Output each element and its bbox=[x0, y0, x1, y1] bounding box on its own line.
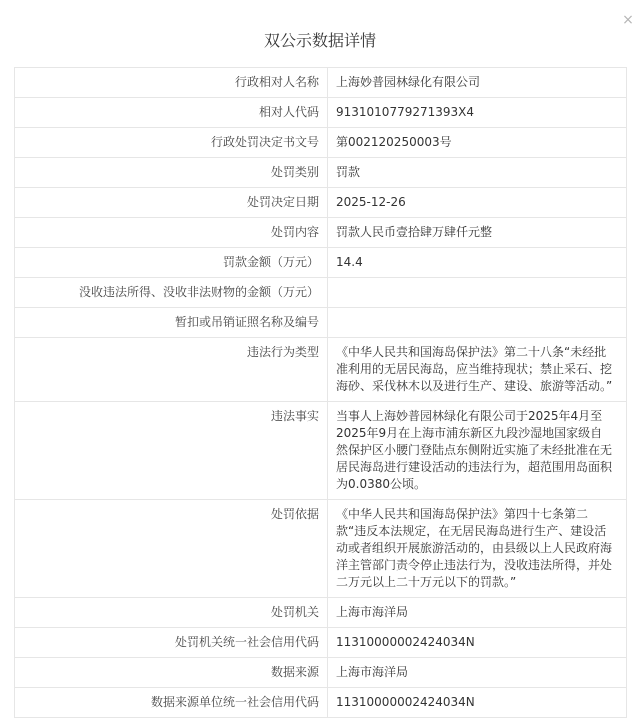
row-label-party-code: 相对人代码 bbox=[15, 98, 328, 128]
row-label-party-name: 行政相对人名称 bbox=[15, 68, 328, 98]
table-row bbox=[15, 402, 627, 500]
row-label-penalty-type: 处罚类别 bbox=[15, 158, 328, 188]
row-value-penalty-type: 罚款 bbox=[328, 158, 627, 188]
row-label-violation-facts: 违法事实 bbox=[15, 402, 328, 500]
table-row bbox=[15, 248, 627, 278]
table-row bbox=[15, 68, 627, 98]
row-value-penalty-basis: 《中华人民共和国海岛保护法》第四十七条第二款“违反本法规定，在无居民海岛进行生产、建设活动或者组织开展旅游活动的，由县级以上人民政府海洋主管部门责令停止违法行为，没收违法所得，并处二万元以上二十万元以下的罚款。” bbox=[328, 500, 627, 598]
table-row bbox=[15, 628, 627, 658]
row-label-violation-type: 违法行为类型 bbox=[15, 338, 328, 402]
table-row bbox=[15, 98, 627, 128]
row-label-confiscation-amount: 没收违法所得、没收非法财物的金额（万元） bbox=[15, 278, 328, 308]
table-row bbox=[15, 188, 627, 218]
table-row bbox=[15, 500, 627, 598]
row-value-violation-type: 《中华人民共和国海岛保护法》第二十八条“未经批准利用的无居民海岛，应当维持现状；禁止采石、挖海砂、采伐林木以及进行生产、建设、旅游等活动。” bbox=[328, 338, 627, 402]
row-value-data-source: 上海市海洋局 bbox=[328, 658, 627, 688]
row-label-penalty-basis: 处罚依据 bbox=[15, 500, 328, 598]
table-row bbox=[15, 658, 627, 688]
row-value-violation-facts: 当事人上海妙普园林绿化有限公司于2025年4月至2025年9月在上海市浦东新区九段沙湿地国家级自然保护区小腰门登陆点东侧附近实施了未经批准在无居民海岛进行建设活动的违法行为，超范围用岛面积为0.0380公顷。 bbox=[328, 402, 627, 500]
row-label-decision-number: 行政处罚决定书文号 bbox=[15, 128, 328, 158]
row-label-decision-date: 处罚决定日期 bbox=[15, 188, 328, 218]
row-value-confiscation-amount bbox=[328, 278, 627, 308]
row-value-penalty-authority: 上海市海洋局 bbox=[328, 598, 627, 628]
row-label-fine-amount: 罚款金额（万元） bbox=[15, 248, 328, 278]
row-label-penalty-content: 处罚内容 bbox=[15, 218, 328, 248]
row-label-authority-credit-code: 处罚机关统一社会信用代码 bbox=[15, 628, 328, 658]
table-row bbox=[15, 338, 627, 402]
table-row bbox=[15, 218, 627, 248]
row-value-authority-credit-code: 11310000002424034N bbox=[328, 628, 627, 658]
row-label-source-credit-code: 数据来源单位统一社会信用代码 bbox=[15, 688, 328, 718]
row-value-penalty-content: 罚款人民币壹拾肆万肆仟元整 bbox=[328, 218, 627, 248]
table-row bbox=[15, 158, 627, 188]
row-value-license-revoked bbox=[328, 308, 627, 338]
row-value-source-credit-code: 11310000002424034N bbox=[328, 688, 627, 718]
close-icon[interactable]: × bbox=[622, 12, 634, 28]
row-value-fine-amount: 14.4 bbox=[328, 248, 627, 278]
row-value-party-name: 上海妙普园林绿化有限公司 bbox=[328, 68, 627, 98]
row-value-decision-date: 2025-12-26 bbox=[328, 188, 627, 218]
table-row bbox=[15, 308, 627, 338]
dialog-title: 双公示数据详情 bbox=[263, 31, 376, 50]
table-row bbox=[15, 688, 627, 718]
row-label-data-source: 数据来源 bbox=[15, 658, 328, 688]
detail-table bbox=[14, 67, 627, 718]
table-row bbox=[15, 278, 627, 308]
table-row bbox=[15, 598, 627, 628]
row-value-decision-number: 第002120250003号 bbox=[328, 128, 627, 158]
row-value-party-code: 9131010779271393X4 bbox=[328, 98, 627, 128]
row-label-penalty-authority: 处罚机关 bbox=[15, 598, 328, 628]
row-label-license-revoked: 暂扣或吊销证照名称及编号 bbox=[15, 308, 328, 338]
table-row bbox=[15, 128, 627, 158]
